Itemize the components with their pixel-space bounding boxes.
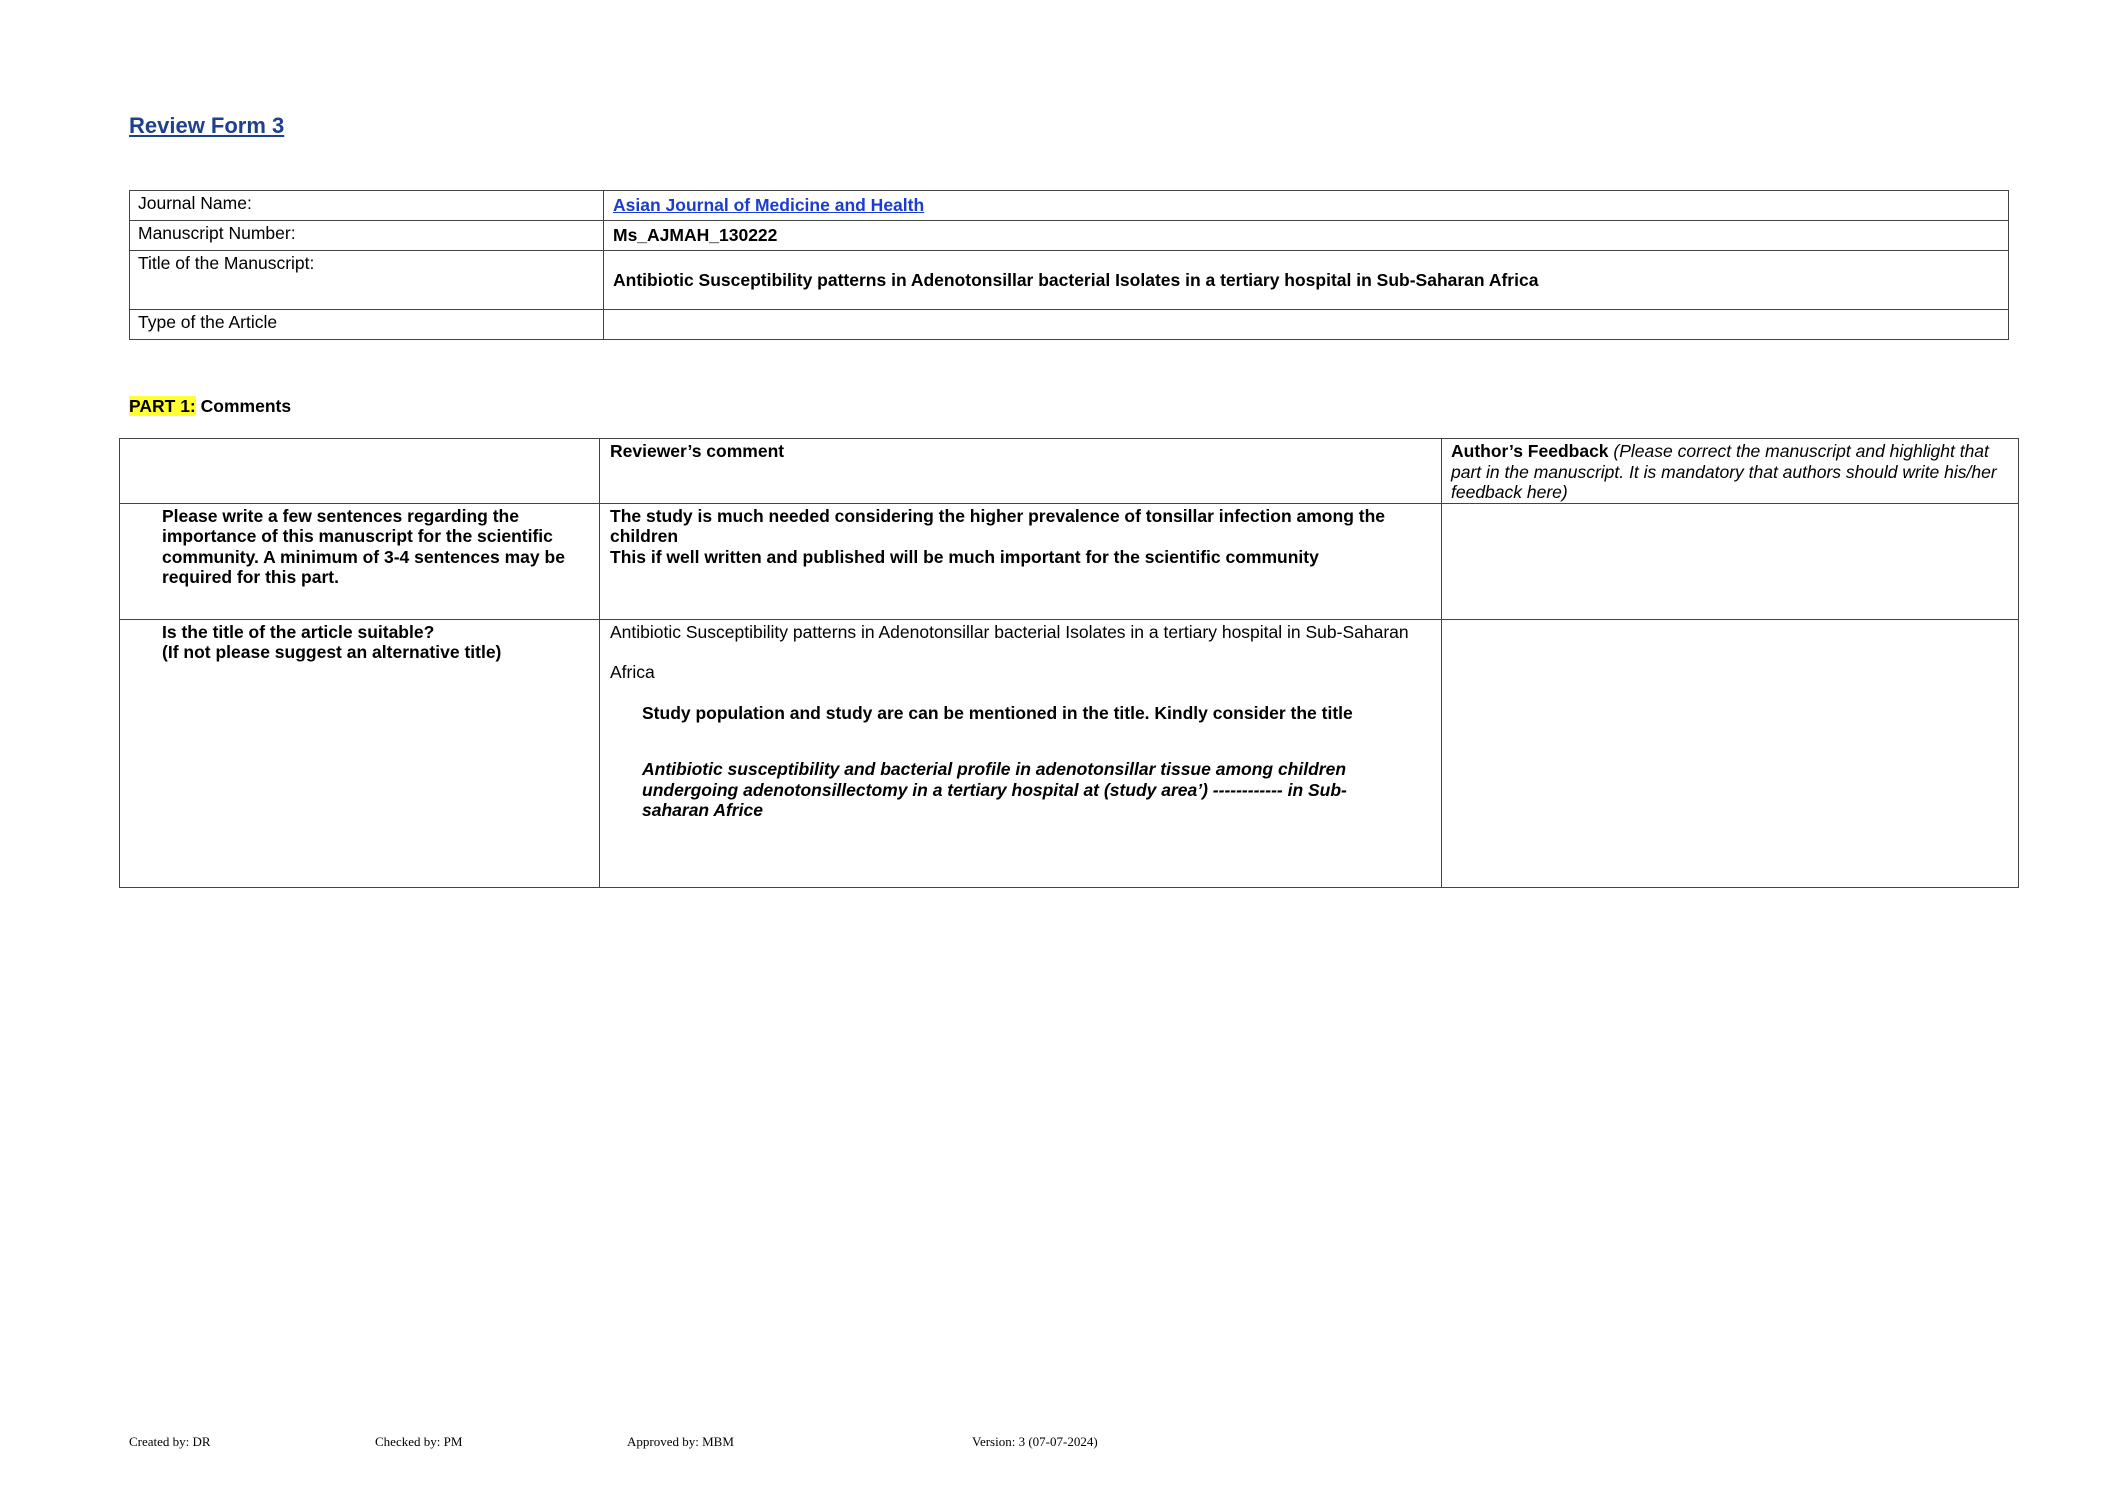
question-line: (If not please suggest an alternative title) (162, 642, 502, 662)
manuscript-number-value: Ms_AJMAH_130222 (604, 221, 2009, 251)
reviewer-comment-title (600, 619, 1442, 887)
article-type-label: Type of the Article (130, 310, 604, 340)
manuscript-info-table (129, 190, 2009, 340)
header-reviewer-comment: Reviewer’s comment (600, 439, 1442, 504)
question-title-suitable (120, 619, 600, 887)
manuscript-number-row (130, 221, 2009, 251)
part1-title: Comments (200, 396, 292, 416)
comment-line: The study is much needed considering the higher prevalence of tonsillar infection among the children (610, 505, 1385, 546)
header-author-feedback (1442, 439, 2019, 504)
form-title: Review Form 3 (129, 113, 285, 138)
original-title-line1: Antibiotic Susceptibility patterns in Adenotonsillar bacterial Isolates in a tertiary hospital in Sub-Saharan (610, 621, 1409, 642)
title-suggestion: Study population and study are can be mentioned in the title. Kindly consider the title (642, 702, 1353, 723)
comments-header-row (120, 439, 2019, 504)
author-feedback-title[interactable] (1442, 619, 2019, 887)
journal-name-label: Journal Name: (130, 191, 604, 221)
comment-line: This if well written and published will be much important for the scientific community (610, 546, 1319, 567)
reviewer-comment-importance (600, 503, 1442, 619)
author-feedback-instructions: (Please correct the manuscript and highlight that part in the manuscript. It is mandatory that authors should write his/her feedback here) (1451, 441, 1997, 502)
author-feedback-title: Author’s Feedback (1451, 441, 1609, 461)
part1-heading (129, 396, 291, 417)
original-title-line2: Africa (610, 662, 655, 682)
manuscript-title-row (130, 251, 2009, 310)
part1-label: PART 1: (129, 396, 196, 416)
comments-table (119, 438, 2019, 888)
article-type-row (130, 310, 2009, 340)
question-importance: Please write a few sentences regarding the importance of this manuscript for the scientific community. A minimum of 3-4 sentences may be required for this part. (120, 503, 600, 619)
footer-created-by: Created by: DR (129, 1434, 211, 1449)
footer-approved-by: Approved by: MBM (627, 1434, 734, 1449)
table-row (120, 619, 2019, 887)
manuscript-title-value: Antibiotic Susceptibility patterns in Adenotonsillar bacterial Isolates in a tertiary hospital in Sub-Saharan Africa (604, 251, 2009, 310)
journal-name-value (604, 191, 2009, 221)
author-feedback-importance[interactable] (1442, 503, 2019, 619)
manuscript-number-label: Manuscript Number: (130, 221, 604, 251)
header-question-cell (120, 439, 600, 504)
journal-name-link[interactable]: Asian Journal of Medicine and Health (613, 195, 925, 215)
journal-name-row (130, 191, 2009, 221)
table-row (120, 503, 2019, 619)
article-type-value (604, 310, 2009, 340)
alternative-title: Antibiotic susceptibility and bacterial profile in adenotonsillar tissue among children undergoing adenotonsillectomy in a tertiary hospital at (study area’) ------------ in Sub-saharan Africe (642, 759, 1347, 820)
footer-checked-by: Checked by: PM (375, 1434, 463, 1449)
question-line: Is the title of the article suitable? (162, 621, 435, 642)
manuscript-title-label: Title of the Manuscript: (130, 251, 604, 310)
footer-version: Version: 3 (07-07-2024) (972, 1434, 1098, 1449)
